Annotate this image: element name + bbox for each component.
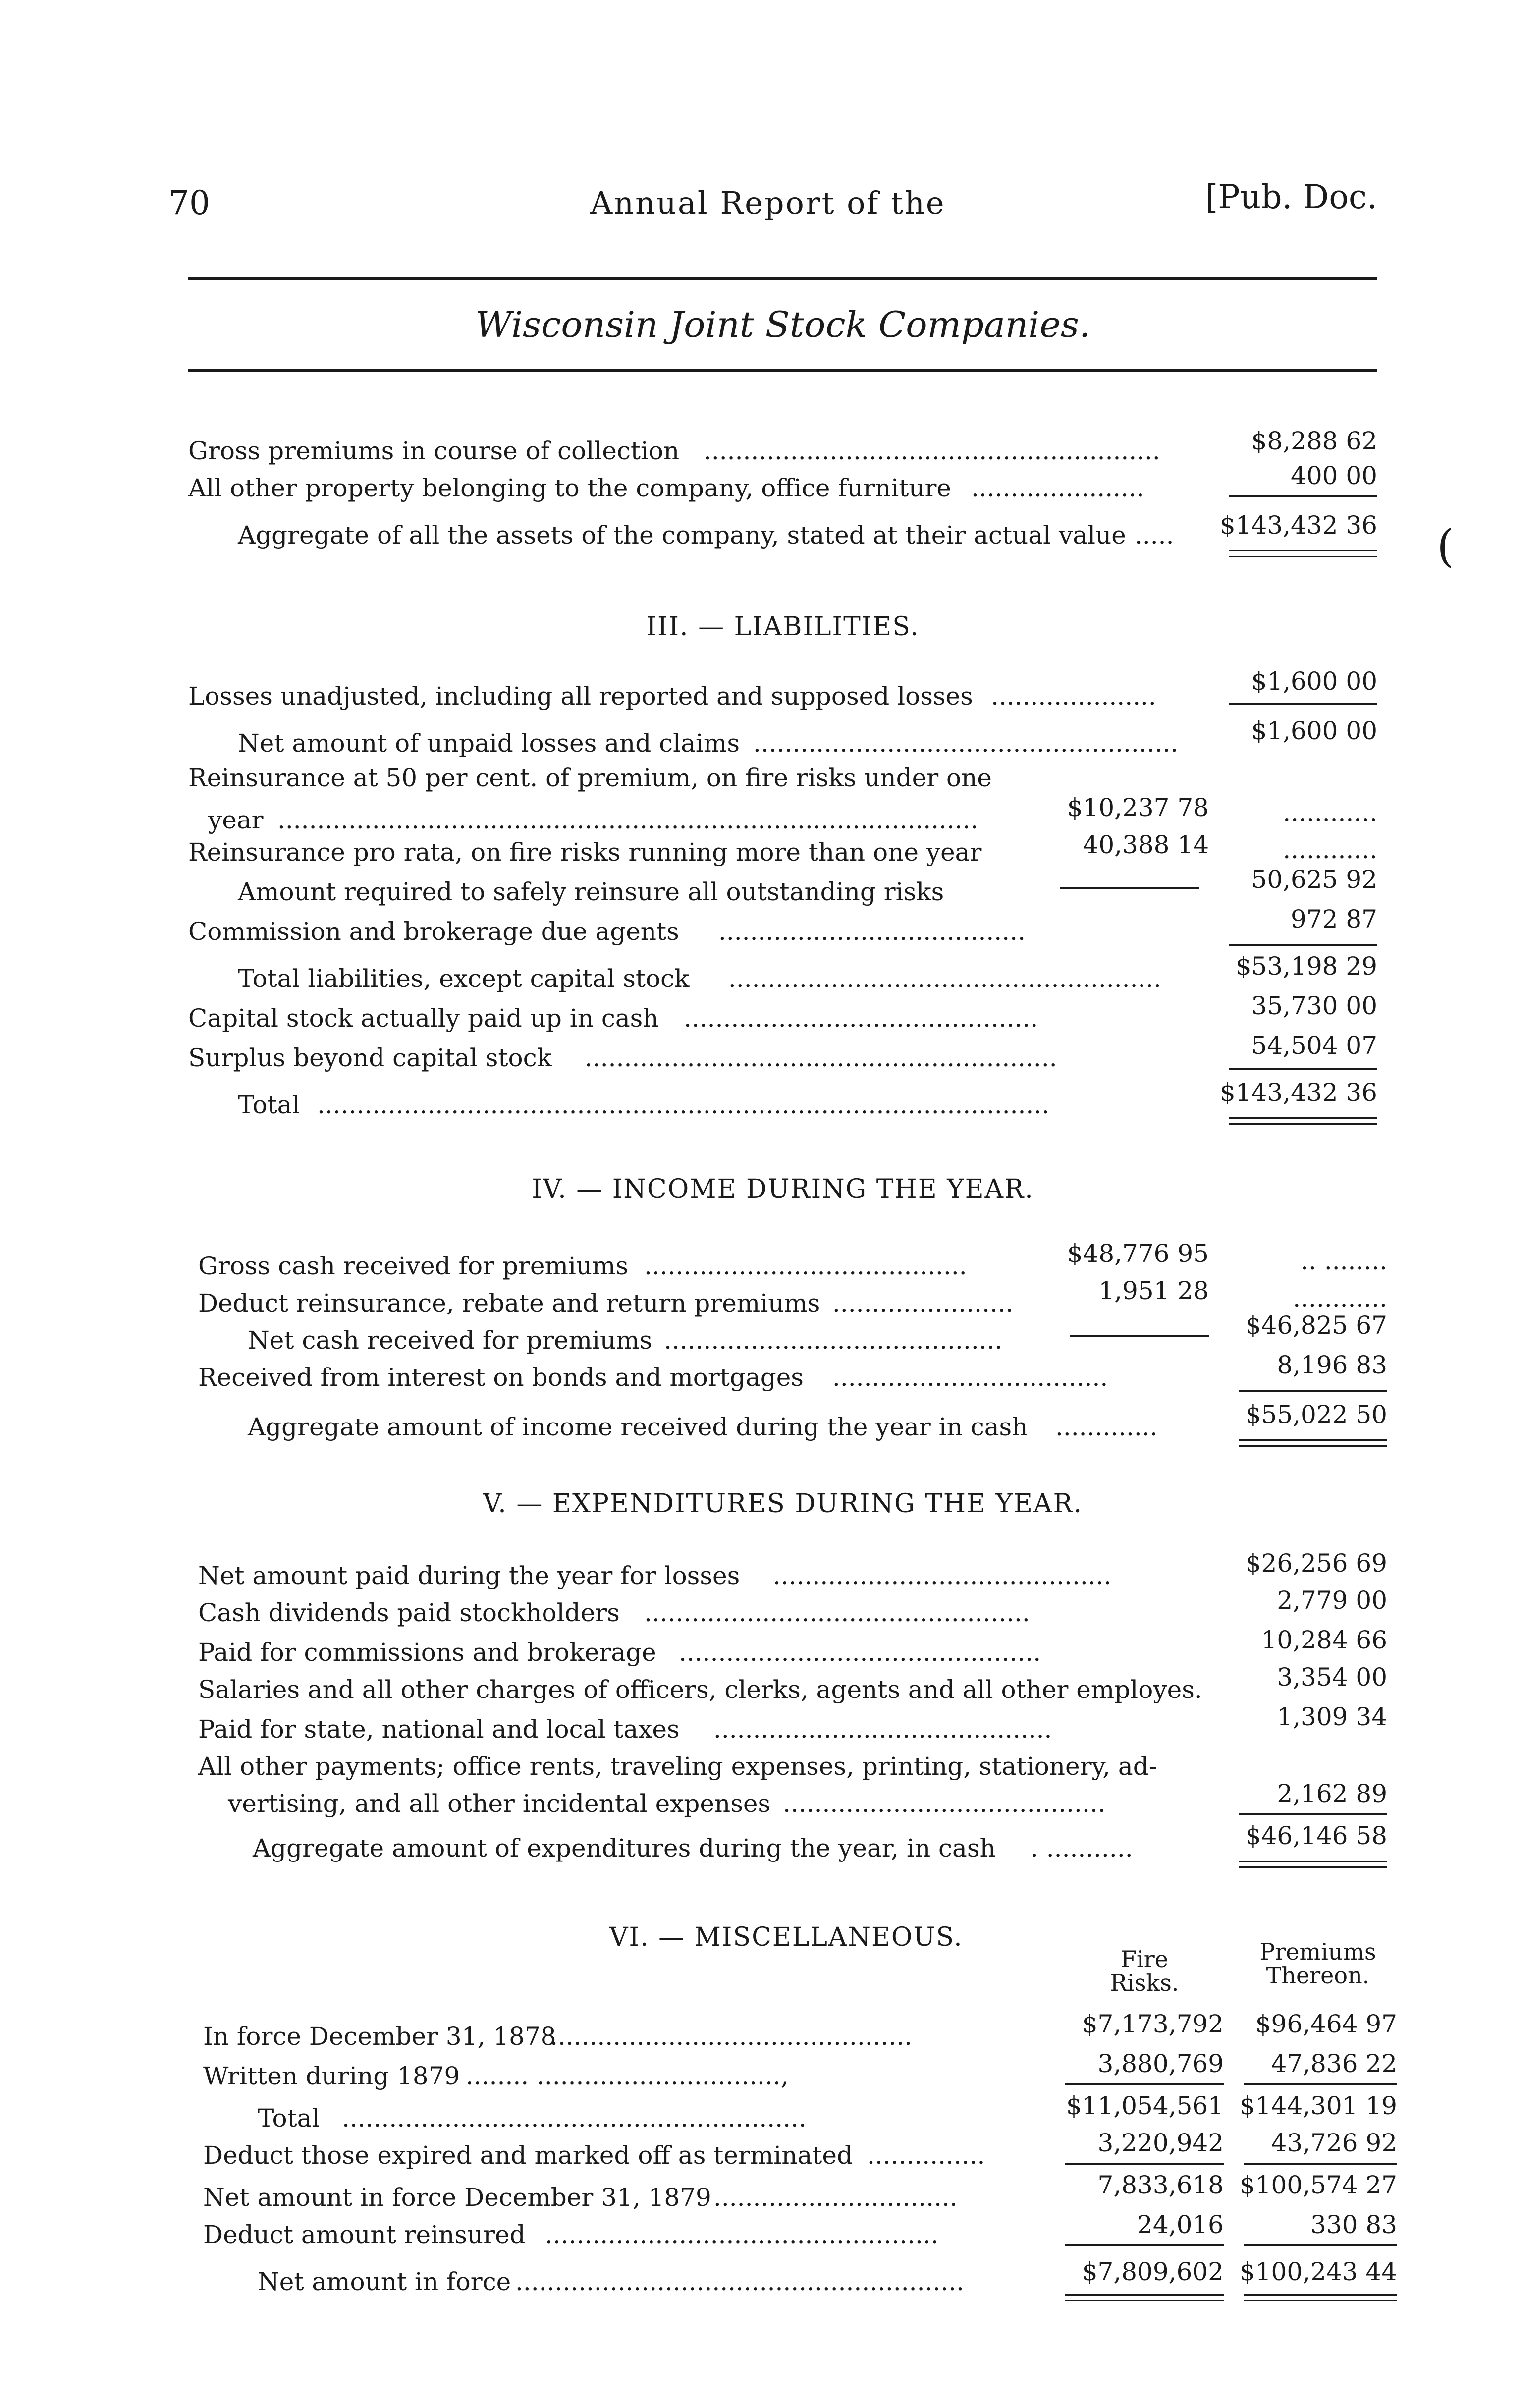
subtotal-rule bbox=[1060, 887, 1199, 889]
misc-label-5: Net amount in force December 31, 1879 bbox=[203, 2183, 711, 2212]
double-rule bbox=[1239, 1866, 1387, 1868]
income-value-3: $46,825 67 bbox=[1245, 1311, 1387, 1340]
liabilities-mid-5: 40,388 14 bbox=[1083, 830, 1209, 859]
expenditures-value-3: 10,284 66 bbox=[1261, 1626, 1387, 1654]
misc-premiums-7: $100,243 44 bbox=[1239, 2257, 1397, 2286]
leader-dots: ....................................................... bbox=[728, 964, 1162, 993]
liabilities-heading: III. — LIABILITIES. bbox=[646, 612, 920, 642]
leader-dots: ........................................................... bbox=[342, 2104, 807, 2133]
double-rule bbox=[1244, 2300, 1397, 2301]
leader-dots: ...................... bbox=[971, 474, 1144, 502]
liabilities-value-4: ............ bbox=[1283, 798, 1377, 827]
expenditures-label-4: Salaries and all other charges of officers, clerks, agents and all other employes. bbox=[198, 1675, 1202, 1704]
misc-risks-1: $7,173,792 bbox=[1082, 2010, 1224, 2038]
assets-value-3: $143,432 36 bbox=[1219, 511, 1377, 540]
leader-dots: ................................................. bbox=[644, 1598, 1030, 1627]
sum-rule bbox=[1244, 2083, 1397, 2085]
leader-dots: ......................................... bbox=[783, 1789, 1106, 1818]
expenditures-value-4: 3,354 00 bbox=[1277, 1663, 1387, 1692]
expenditures-label-7: vertising, and all other incidental expenses bbox=[228, 1789, 771, 1818]
liabilities-value-6: 50,625 92 bbox=[1251, 865, 1377, 894]
liabilities-label-9: Capital stock actually paid up in cash bbox=[188, 1004, 659, 1033]
section-title: Wisconsin Joint Stock Companies. bbox=[475, 304, 1090, 345]
assets-label-3: Aggregate of all the assets of the company, stated at their actual value bbox=[238, 521, 1126, 549]
misc-label-1: In force December 31, 1878 bbox=[203, 2022, 556, 2051]
document-series: [Pub. Doc. bbox=[1205, 178, 1377, 216]
title-rule bbox=[188, 369, 1377, 372]
leader-dots: ..................... bbox=[991, 682, 1156, 711]
column-header-premiums bbox=[1239, 1940, 1397, 1987]
income-value-4: 8,196 83 bbox=[1277, 1351, 1387, 1379]
misc-heading: VI. — MISCELLANEOUS. bbox=[609, 1922, 963, 1952]
double-rule bbox=[1239, 1445, 1387, 1447]
leader-dots: . ........... bbox=[1031, 1834, 1133, 1862]
misc-premiums-5: $100,574 27 bbox=[1239, 2171, 1397, 2199]
liabilities-value-11: $143,432 36 bbox=[1219, 1078, 1377, 1107]
sum-rule bbox=[1229, 1068, 1377, 1070]
liabilities-label-3: Reinsurance at 50 per cent. of premium, on fire risks under one bbox=[188, 764, 992, 792]
leader-dots: ......................................... bbox=[644, 1252, 967, 1280]
double-rule bbox=[1239, 1439, 1387, 1441]
assets-label-1: Gross premiums in course of collection bbox=[188, 437, 680, 465]
liabilities-label-4: year bbox=[208, 806, 264, 834]
expenditures-label-8: Aggregate amount of expenditures during the year, in cash bbox=[253, 1834, 996, 1862]
liabilities-label-8: Total liabilities, except capital stock bbox=[238, 964, 690, 993]
leader-dots: ............................................................ bbox=[585, 1043, 1057, 1072]
expenditures-value-5: 1,309 34 bbox=[1277, 1702, 1387, 1731]
misc-risks-4: 3,220,942 bbox=[1097, 2129, 1224, 2157]
sum-rule bbox=[1229, 703, 1377, 705]
double-rule bbox=[1229, 556, 1377, 557]
expenditures-label-1: Net amount paid during the year for losses bbox=[198, 1561, 740, 1590]
assets-value-2: 400 00 bbox=[1291, 461, 1377, 490]
leader-dots: ............. bbox=[1055, 1413, 1158, 1441]
double-rule bbox=[1065, 2300, 1224, 2301]
income-label-1: Gross cash received for premiums bbox=[198, 1252, 629, 1280]
leader-dots: ....................... bbox=[832, 1289, 1014, 1317]
leader-dots: ........................................... bbox=[713, 1715, 1052, 1744]
liabilities-value-5: ............ bbox=[1283, 835, 1377, 864]
risks-head-2: Risks. bbox=[1110, 1970, 1179, 1996]
income-mid-1: $48,776 95 bbox=[1067, 1239, 1209, 1268]
leader-dots: ...................................................... bbox=[753, 729, 1179, 758]
liabilities-value-7: 972 87 bbox=[1291, 905, 1377, 933]
misc-risks-3: $11,054,561 bbox=[1066, 2091, 1224, 2120]
sum-rule bbox=[1229, 944, 1377, 946]
sum-rule bbox=[1065, 2083, 1224, 2085]
income-label-3: Net cash received for premiums bbox=[248, 1326, 652, 1355]
misc-risks-5: 7,833,618 bbox=[1097, 2171, 1224, 2199]
expenditures-value-7: 2,162 89 bbox=[1277, 1779, 1387, 1808]
income-value-5: $55,022 50 bbox=[1245, 1400, 1387, 1429]
liabilities-value-8: $53,198 29 bbox=[1235, 952, 1377, 981]
leader-dots: .............................................. bbox=[550, 2022, 913, 2051]
income-label-5: Aggregate amount of income received during the year in cash bbox=[248, 1413, 1028, 1441]
income-heading: IV. — INCOME DURING THE YEAR. bbox=[532, 1174, 1034, 1204]
leader-dots: ............................................................................................. bbox=[317, 1091, 1050, 1119]
income-value-2: ............ bbox=[1293, 1284, 1387, 1313]
column-header-risks bbox=[1070, 1947, 1219, 1995]
leader-dots: .............................................. bbox=[679, 1638, 1041, 1667]
liabilities-label-10: Surplus beyond capital stock bbox=[188, 1043, 552, 1072]
risks-head-1: Fire bbox=[1121, 1946, 1168, 1972]
misc-premiums-3: $144,301 19 bbox=[1239, 2091, 1397, 2120]
leader-dots: ......................................................................................... bbox=[277, 806, 978, 834]
income-mid-2: 1,951 28 bbox=[1098, 1276, 1209, 1305]
liabilities-label-6: Amount required to safely reinsure all outstanding risks bbox=[238, 877, 944, 906]
leader-dots: ............................................. bbox=[684, 1004, 1038, 1033]
leader-dots: .................................................. bbox=[545, 2220, 939, 2249]
expenditures-value-8: $46,146 58 bbox=[1245, 1821, 1387, 1850]
expenditures-value-1: $26,256 69 bbox=[1245, 1549, 1387, 1578]
leader-dots: .......................................................... bbox=[704, 437, 1160, 465]
expenditures-label-6: All other payments; office rents, traveling expenses, printing, stationery, ad- bbox=[198, 1752, 1157, 1781]
assets-label-2: All other property belonging to the company, office furniture bbox=[188, 474, 951, 502]
misc-risks-6: 24,016 bbox=[1137, 2210, 1224, 2239]
premiums-head-2: Thereon. bbox=[1266, 1962, 1370, 1989]
liabilities-label-7: Commission and brokerage due agents bbox=[188, 917, 679, 946]
leader-dots: ........................................... bbox=[664, 1326, 1003, 1355]
misc-label-2: Written during 1879 bbox=[203, 2062, 460, 2090]
income-label-4: Received from interest on bonds and mortgages bbox=[198, 1363, 804, 1392]
double-rule bbox=[1239, 1861, 1387, 1862]
liabilities-value-1: $1,600 00 bbox=[1251, 667, 1377, 696]
leader-dots: ........ ..............................., bbox=[466, 2062, 789, 2090]
liabilities-value-9: 35,730 00 bbox=[1251, 991, 1377, 1020]
double-rule bbox=[1229, 1123, 1377, 1125]
liabilities-label-5: Reinsurance pro rata, on fire risks running more than one year bbox=[188, 838, 982, 867]
double-rule bbox=[1229, 1117, 1377, 1119]
premiums-head-1: Premiums bbox=[1259, 1938, 1376, 1965]
liabilities-label-11: Total bbox=[238, 1091, 300, 1119]
top-rule bbox=[188, 277, 1377, 280]
expenditures-label-3: Paid for commissions and brokerage bbox=[198, 1638, 656, 1667]
misc-risks-2: 3,880,769 bbox=[1097, 2049, 1224, 2078]
liabilities-label-2: Net amount of unpaid losses and claims bbox=[238, 729, 740, 758]
expenditures-label-5: Paid for state, national and local taxes bbox=[198, 1715, 680, 1744]
leader-dots: ............................... bbox=[713, 2183, 958, 2212]
liabilities-mid-4: $10,237 78 bbox=[1067, 793, 1209, 822]
page-number: 70 bbox=[168, 184, 210, 222]
leader-dots: ........................................... bbox=[773, 1561, 1112, 1590]
leader-dots: ............... bbox=[867, 2141, 985, 2170]
misc-risks-7: $7,809,602 bbox=[1082, 2257, 1224, 2286]
double-rule bbox=[1229, 550, 1377, 551]
sum-rule bbox=[1239, 1813, 1387, 1815]
sum-rule bbox=[1244, 2163, 1397, 2165]
misc-label-6: Deduct amount reinsured bbox=[203, 2220, 526, 2249]
margin-mark: ( bbox=[1437, 520, 1455, 572]
assets-value-1: $8,288 62 bbox=[1251, 427, 1377, 455]
misc-label-3: Total bbox=[258, 2104, 320, 2133]
running-title: Annual Report of the bbox=[590, 185, 946, 221]
expenditures-value-2: 2,779 00 bbox=[1277, 1586, 1387, 1615]
misc-label-4: Deduct those expired and marked off as terminated bbox=[203, 2141, 853, 2170]
leader-dots: ....................................... bbox=[718, 917, 1026, 946]
expenditures-label-2: Cash dividends paid stockholders bbox=[198, 1598, 620, 1627]
expenditures-heading: V. — EXPENDITURES DURING THE YEAR. bbox=[483, 1489, 1083, 1519]
misc-premiums-6: 330 83 bbox=[1310, 2210, 1397, 2239]
misc-premiums-1: $96,464 97 bbox=[1255, 2010, 1397, 2038]
sum-rule bbox=[1229, 495, 1377, 497]
sum-rule bbox=[1065, 2244, 1224, 2246]
misc-premiums-4: 43,726 92 bbox=[1271, 2129, 1397, 2157]
subtotal-rule bbox=[1070, 1335, 1209, 1337]
liabilities-value-2: $1,600 00 bbox=[1251, 716, 1377, 745]
sum-rule bbox=[1244, 2244, 1397, 2246]
income-label-2: Deduct reinsurance, rebate and return premiums bbox=[198, 1289, 820, 1317]
misc-premiums-2: 47,836 22 bbox=[1271, 2049, 1397, 2078]
misc-label-7: Net amount in force bbox=[258, 2267, 511, 2296]
sum-rule bbox=[1239, 1390, 1387, 1392]
double-rule bbox=[1244, 2294, 1397, 2296]
leader-dots: ................................... bbox=[832, 1363, 1108, 1392]
leader-dots: ..... bbox=[1135, 521, 1174, 549]
liabilities-value-10: 54,504 07 bbox=[1251, 1031, 1377, 1060]
double-rule bbox=[1065, 2294, 1224, 2296]
liabilities-label-1: Losses unadjusted, including all reported and supposed losses bbox=[188, 682, 973, 711]
sum-rule bbox=[1065, 2163, 1224, 2165]
leader-dots: ......................................................... bbox=[515, 2267, 964, 2296]
income-value-1: .. ........ bbox=[1301, 1247, 1387, 1275]
